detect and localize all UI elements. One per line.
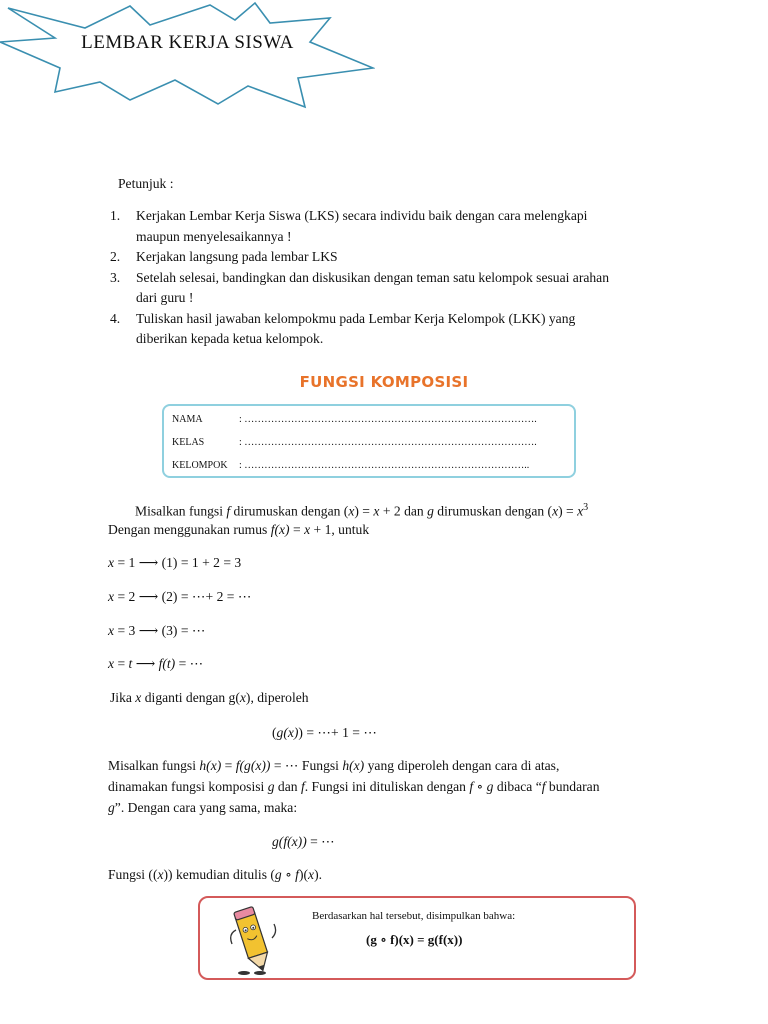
conclusion-text: Berdasarkan hal tersebut, disimpulkan bahwa: [312,910,516,922]
section-title: FUNGSI KOMPOSISI [299,373,469,391]
pencil-mascot-icon [228,904,278,976]
class-field[interactable]: KELAS : ……………………………………………………………………………. [172,437,537,448]
intro-line-2: Dengan menggunakan rumus f(x) = x + 1, untuk [108,522,370,537]
intro-line-1: Misalkan fungsi f dirumuskan dengan (x) = x + 2 dan g dirumuskan dengan $(x) = x^3$ [135,502,589,519]
equation-2: g(f(x)) = ⋯ [272,834,335,849]
page-title: LEMBAR KERJA SISWA [81,32,294,53]
paragraph-line: dinamakan fungsi komposisi g dan f. Fungsi ini dituliskan dengan f ∘ g dibaca “f bundaran [108,779,600,794]
name-field[interactable]: NAMA : ……………………………………………………………………………. [172,414,537,425]
step-line: x = 3 ⟶ (3) = ⋯ [108,623,206,638]
step-line: x = 2 ⟶ (2) = ⋯+ 2 = ⋯ [108,589,252,604]
instruction-item: 1. Kerjakan Lembar Kerja Siswa (LKS) secara individu baik dengan cara melengkapi maupun menyelesaikannya ! [110,208,588,244]
instructions-heading: Petunjuk : [118,176,174,191]
paragraph-line: Fungsi ((x)) kemudian ditulis (g ∘ f)(x). [108,867,322,882]
group-field[interactable]: KELOMPOK : ………………………………………………………………………….. [172,460,530,471]
paragraph-line: g”. Dengan cara yang sama, maka: [108,800,298,815]
identity-box [162,404,576,478]
equation-1: (g(x)) = ⋯+ 1 = ⋯ [272,725,377,740]
title-banner [0,0,375,110]
conclusion-formula: (g ∘ f)(x) = g(f(x)) [366,932,463,947]
instruction-item: 2. Kerjakan langsung pada lembar LKS [110,249,338,264]
starburst-shape [0,0,375,110]
instruction-item: 3. Setelah selesai, bandingkan dan diskusikan dengan teman satu kelompok sesuai arahan dari guru ! [110,269,610,305]
paragraph-line: Misalkan fungsi h(x) = f(g(x)) = ⋯ Fungsi h(x) yang diperoleh dengan cara di atas, [108,758,560,773]
substitution-line: Jika x diganti dengan g(x), diperoleh [110,690,309,705]
step-line: x = t ⟶ f(t) = ⋯ [108,656,204,671]
instruction-list [110,206,670,350]
conclusion-box [198,896,636,980]
instruction-item: 4. Tuliskan hasil jawaban kelompokmu pada Lembar Kerja Kelompok (LKK) yang diberikan kepada ketua kelompok. [110,310,576,346]
step-line: x = 1 ⟶ (1) = 1 + 2 = 3 [108,555,242,570]
